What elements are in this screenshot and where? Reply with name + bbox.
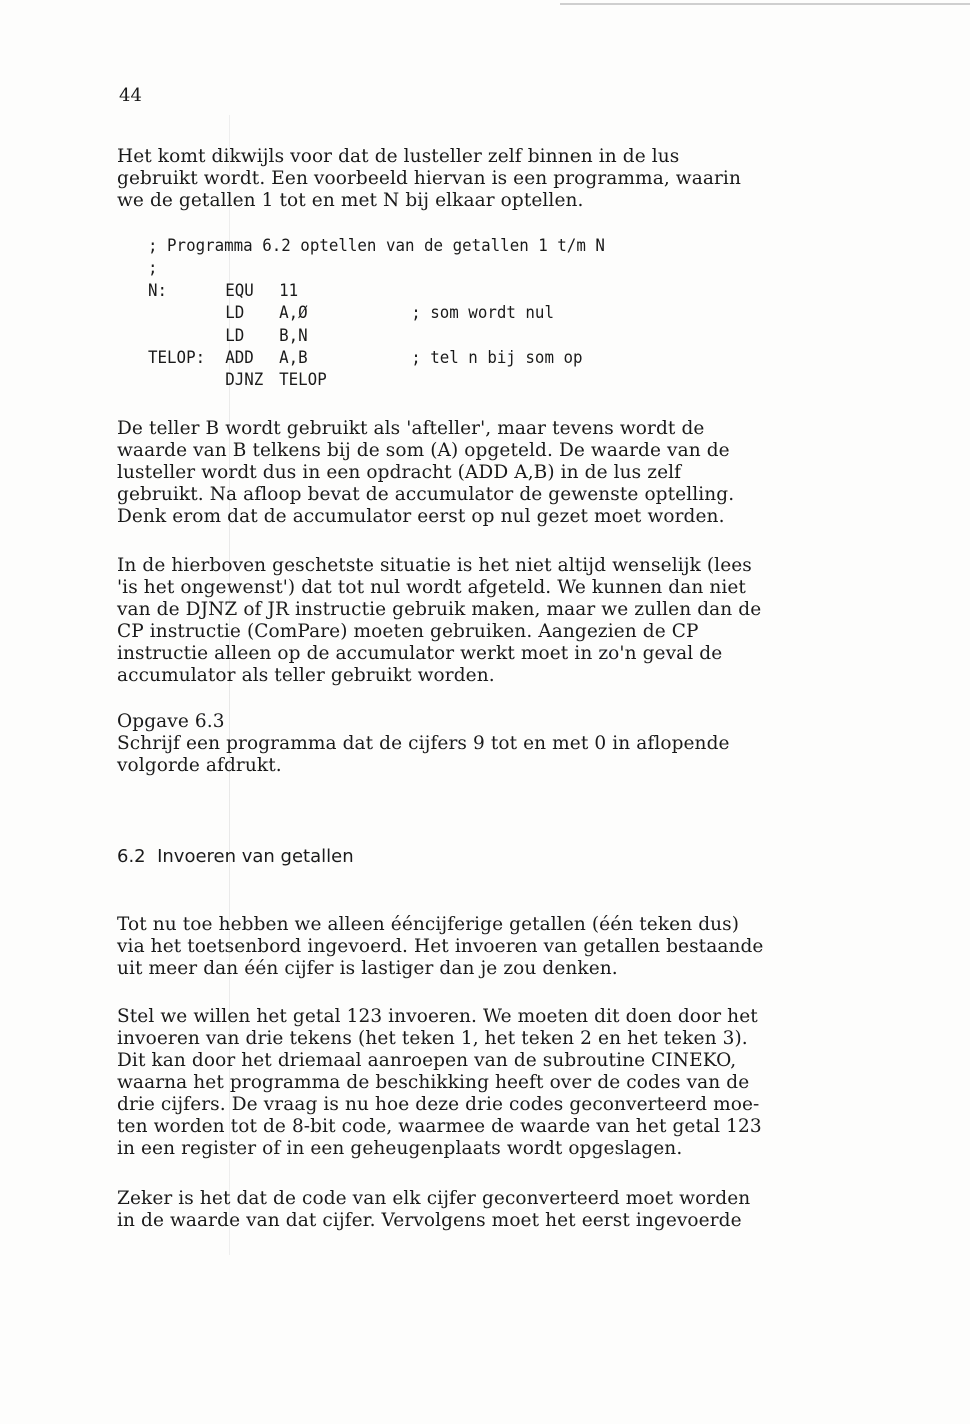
- text-line: CP instructie (ComPare) moeten gebruiken. Aangezien de CP: [117, 621, 699, 642]
- code-comment: ; som wordt nul: [411, 303, 554, 324]
- code-line: [148, 280, 299, 302]
- text-line: In de hierboven geschetste situatie is het niet altijd wenselijk (lees: [117, 555, 752, 576]
- code-listing: [148, 235, 605, 392]
- text-line: in de waarde van dat cijfer. Vervolgens moet het eerst ingevoerde: [117, 1210, 742, 1231]
- text-line: uit meer dan één cijfer is lastiger dan je zou denken.: [117, 958, 618, 979]
- code-label: TELOP:: [148, 347, 206, 368]
- code-line: [148, 369, 327, 391]
- exercise-block: [117, 711, 857, 777]
- text-line: Dit kan door het driemaal aanroepen van de subroutine CINEKO,: [117, 1050, 737, 1071]
- scan-edge-line: [560, 3, 970, 5]
- paragraph-conversie: [117, 1188, 857, 1232]
- text-line: invoeren van drie tekens (het teken 1, het teken 2 en het teken 3).: [117, 1028, 748, 1049]
- text-line: Zeker is het dat de code van elk cijfer geconverteerd moet worden: [117, 1188, 751, 1209]
- paragraph-intro: [117, 146, 857, 212]
- code-operand: 11: [279, 280, 299, 301]
- code-operand: A,Ø: [279, 303, 308, 324]
- text-line: lusteller wordt dus in een opdracht (ADD A,B) in de lus zelf: [117, 462, 682, 483]
- text-line: gebruikt. Na afloop bevat de accumulator de gewenste optelling.: [117, 484, 735, 505]
- text-line: De teller B wordt gebruikt als 'afteller', maar tevens wordt de: [117, 418, 705, 439]
- code-line: [148, 235, 605, 257]
- code-line: [148, 347, 583, 369]
- page-number: 44: [119, 85, 142, 106]
- text-line: Het komt dikwijls voor dat de lusteller zelf binnen in de lus: [117, 146, 680, 167]
- code-line: [148, 325, 308, 347]
- text-line: instructie alleen op de accumulator werkt moet in zo'n geval de: [117, 643, 723, 664]
- paragraph-getal-123: [117, 1006, 857, 1160]
- text-line: Schrijf een programma dat de cijfers 9 tot en met 0 in aflopende: [117, 733, 730, 754]
- text-line: gebruikt wordt. Een voorbeeld hiervan is een programma, waarin: [117, 168, 741, 189]
- text-line: waarna het programma de beschikking heeft over de codes van de: [117, 1072, 750, 1093]
- paragraph-invoeren: [117, 914, 857, 980]
- code-comment: ;: [148, 258, 158, 279]
- code-opcode: EQU: [225, 280, 254, 301]
- code-operand: A,B: [279, 347, 308, 368]
- paragraph-afteller: [117, 418, 857, 528]
- text-line: via het toetsenbord ingevoerd. Het invoeren van getallen bestaande: [117, 936, 764, 957]
- section-heading: 6.2 Invoeren van getallen: [117, 846, 354, 867]
- text-line: Tot nu toe hebben we alleen ééncijferige getallen (één teken dus): [117, 914, 740, 935]
- code-comment-title: ; Programma 6.2 optellen van de getallen 1 t/m N: [148, 236, 605, 256]
- code-opcode: LD: [225, 303, 245, 324]
- text-line: in een register of in een geheugenplaats wordt opgeslagen.: [117, 1138, 683, 1159]
- code-comment: ; tel n bij som op: [411, 347, 583, 368]
- text-line: volgorde afdrukt.: [117, 755, 282, 776]
- text-line: accumulator als teller gebruikt worden.: [117, 665, 495, 686]
- code-label: N:: [148, 280, 168, 301]
- code-line: [148, 302, 554, 324]
- code-opcode: ADD: [225, 347, 254, 368]
- text-line: van de DJNZ of JR instructie gebruik maken, maar we zullen dan de: [117, 599, 762, 620]
- text-line: waarde van B telkens bij de som (A) opgeteld. De waarde van de: [117, 440, 730, 461]
- code-opcode: LD: [225, 325, 245, 346]
- code-opcode: DJNZ: [225, 370, 264, 391]
- text-line: 'is het ongewenst') dat tot nul wordt afgeteld. We kunnen dan niet: [117, 577, 746, 598]
- text-line: Stel we willen het getal 123 invoeren. We moeten dit doen door het: [117, 1006, 758, 1027]
- code-operand: TELOP: [279, 370, 327, 391]
- paragraph-compare: [117, 555, 857, 687]
- exercise-title: Opgave 6.3: [117, 711, 225, 732]
- text-line: ten worden tot de 8-bit code, waarmee de waarde van het getal 123: [117, 1116, 762, 1137]
- code-line: [148, 257, 205, 279]
- text-line: drie cijfers. De vraag is nu hoe deze drie codes geconverteerd moe-: [117, 1094, 760, 1115]
- text-line: we de getallen 1 tot en met N bij elkaar optellen.: [117, 190, 584, 211]
- text-line: Denk erom dat de accumulator eerst op nul gezet moet worden.: [117, 506, 725, 527]
- code-operand: B,N: [279, 325, 308, 346]
